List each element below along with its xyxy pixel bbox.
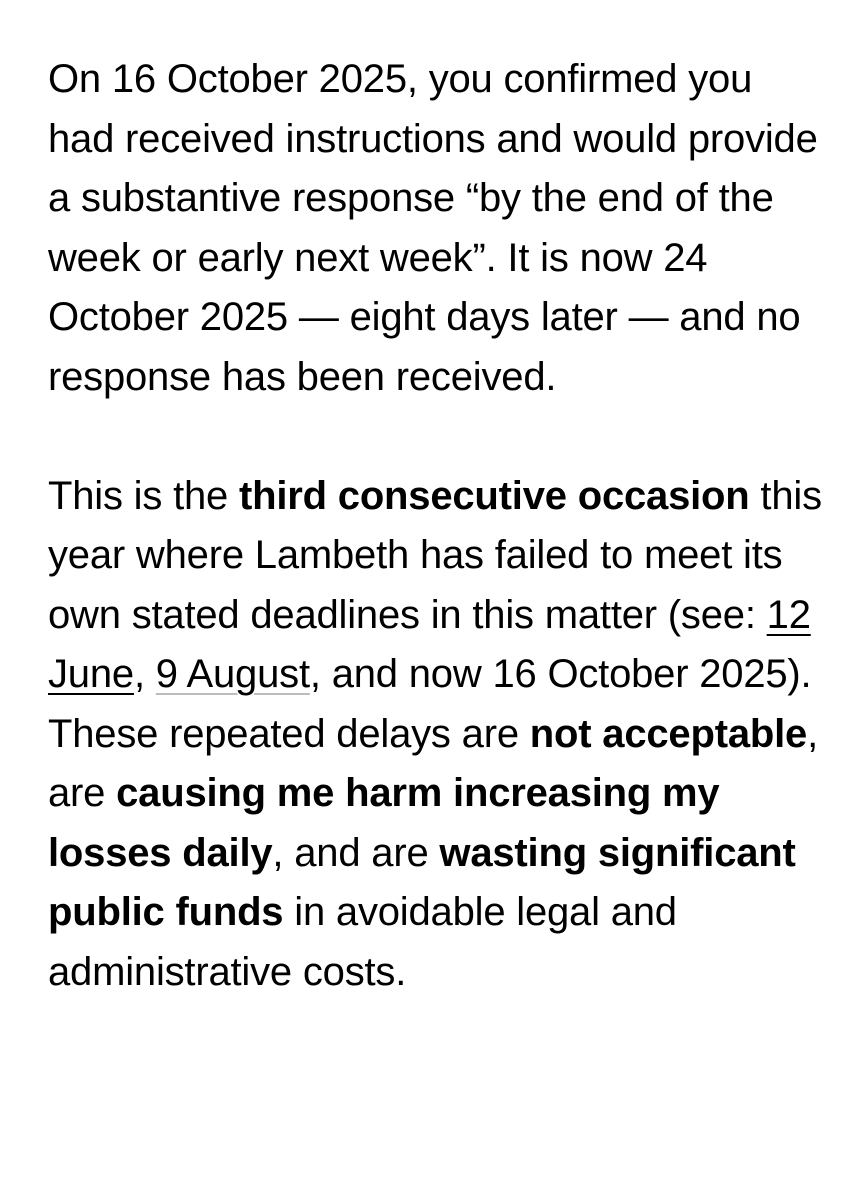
paragraph-delays (48, 467, 828, 1003)
text-segment: in avoidable legal and administrative costs. (48, 890, 677, 994)
text-segment: , and now 16 October 2025). These repeated delays are (48, 652, 812, 756)
message-body (48, 50, 828, 1002)
bold-phrase-causing-harm: causing me harm increasing my losses daily (48, 771, 720, 875)
paragraph-confirmation (48, 50, 828, 407)
text-segment: , and are (272, 830, 440, 875)
link-12-june[interactable]: 12 June (48, 592, 811, 696)
text-segment: This is the (48, 473, 239, 518)
bold-phrase-third-consecutive-occasion: third consecutive occasion (239, 473, 750, 518)
text-segment: , (133, 652, 156, 696)
link-9-august[interactable]: 9 August (155, 652, 310, 696)
text-segment: , are (48, 711, 818, 815)
text-segment: On 16 October 2025, you confirmed you had received instructions and would provide a substantive response “by the end of the week or early next week”. It is now 24 October 2025 — eight days later — and no response has been received. (48, 57, 818, 399)
text-segment: this year where Lambeth has failed to meet its own stated deadlines in this matter (see: (48, 473, 822, 637)
bold-phrase-wasting-funds: wasting significant public funds (48, 830, 796, 934)
bold-phrase-not-acceptable: not acceptable (529, 711, 808, 756)
